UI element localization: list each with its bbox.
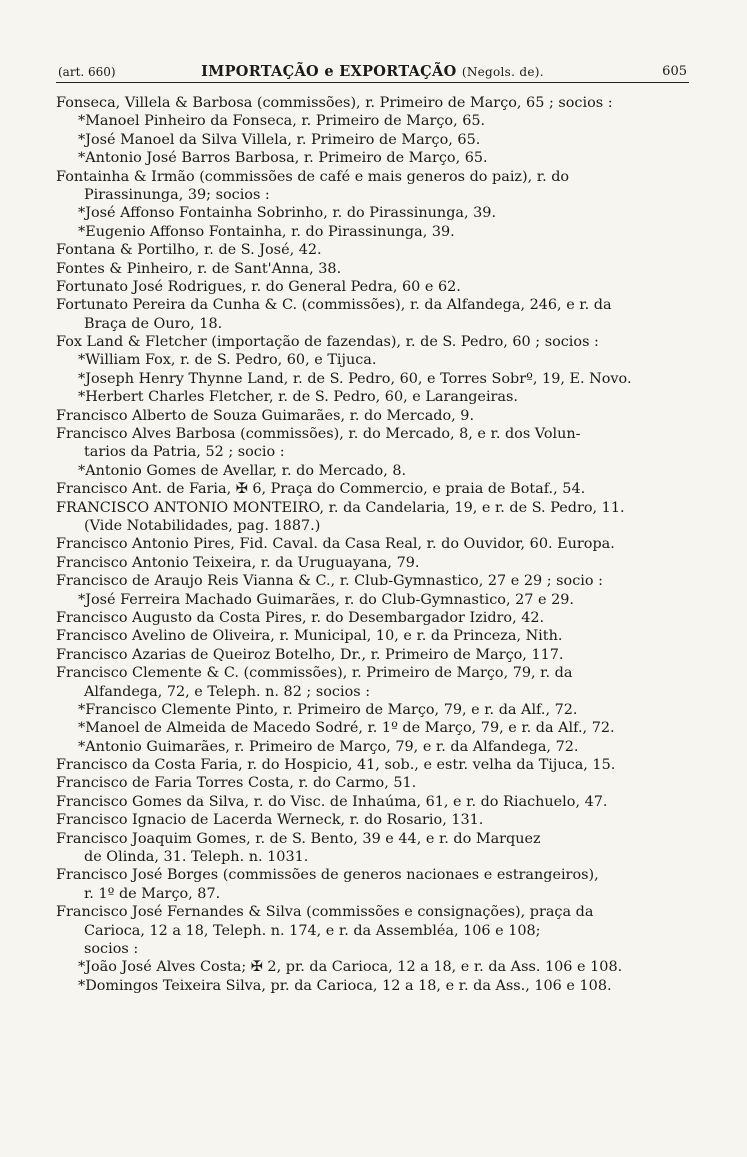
directory-line: Francisco Augusto da Costa Pires, r. do Desembargador Izidro, 42. bbox=[56, 609, 545, 626]
directory-line: *William Fox, r. de S. Pedro, 60, e Tijuca. bbox=[78, 352, 377, 369]
directory-line: Francisco José Fernandes & Silva (commissões e consignações), praça da bbox=[56, 904, 594, 921]
directory-line: r. 1º de Março, 87. bbox=[84, 885, 221, 902]
directory-line: Pirassinunga, 39; socios : bbox=[84, 186, 270, 203]
page-number: 605 bbox=[662, 64, 687, 79]
directory-line: Braça de Ouro, 18. bbox=[84, 315, 223, 332]
directory-line: Francisco Joaquim Gomes, r. de S. Bento, 39 e 44, e r. do Marquez bbox=[56, 830, 541, 847]
directory-line: (Vide Notabilidades, pag. 1887.) bbox=[84, 517, 321, 534]
directory-line: *Francisco Clemente Pinto, r. Primeiro de Março, 79, e r. da Alf., 72. bbox=[78, 701, 578, 718]
directory-line: *José Ferreira Machado Guimarães, r. do Club-Gymnastico, 27 e 29. bbox=[78, 591, 574, 608]
directory-line: Fontana & Portilho, r. de S. José, 42. bbox=[56, 242, 322, 259]
directory-entries bbox=[56, 94, 696, 995]
directory-line: *Manoel Pinheiro da Fonseca, r. Primeiro de Março, 65. bbox=[78, 113, 486, 130]
directory-line: Francisco de Araujo Reis Vianna & C., r. Club-Gymnastico, 27 e 29 ; socio : bbox=[56, 573, 603, 590]
section-subtitle: (Negols. de). bbox=[461, 65, 544, 79]
directory-line: *Domingos Teixeira Silva, pr. da Carioca, 12 a 18, e r. da Ass., 106 e 108. bbox=[78, 977, 612, 994]
directory-line: *Joseph Henry Thynne Land, r. de S. Pedro, 60, e Torres Sobrº, 19, E. Novo. bbox=[78, 370, 632, 387]
directory-line: *Manoel de Almeida de Macedo Sodré, r. 1º de Março, 79, e r. da Alf., 72. bbox=[78, 720, 615, 737]
directory-line: Francisco de Faria Torres Costa, r. do Carmo, 51. bbox=[56, 775, 417, 792]
directory-line: Francisco José Borges (commissões de generos nacionaes e estrangeiros), bbox=[56, 867, 599, 884]
directory-line: Francisco Alberto de Souza Guimarães, r. do Mercado, 9. bbox=[56, 407, 475, 424]
directory-line: Francisco Ant. de Faria, ✠ 6, Praça do Commercio, e praia de Botaf., 54. bbox=[56, 481, 586, 498]
directory-line: *Antonio Gomes de Avellar, r. do Mercado, 8. bbox=[78, 462, 407, 479]
directory-line: *Antonio Guimarães, r. Primeiro de Março, 79, e r. da Alfandega, 72. bbox=[78, 738, 579, 755]
page-title bbox=[56, 63, 689, 80]
directory-line: Fonseca, Villela & Barbosa (commissões), r. Primeiro de Março, 65 ; socios : bbox=[56, 95, 613, 111]
directory-line: Francisco Avelino de Oliveira, r. Municipal, 10, e r. da Princeza, Nith. bbox=[56, 628, 563, 645]
directory-line: Fortunato Pereira da Cunha & C. (commissões), r. da Alfandega, 246, e r. da bbox=[56, 297, 612, 314]
directory-line: tarios da Patria, 52 ; socio : bbox=[84, 444, 285, 461]
directory-line: *José Affonso Fontainha Sobrinho, r. do Pirassinunga, 39. bbox=[78, 205, 497, 222]
directory-line: Carioca, 12 a 18, Teleph. n. 174, e r. da Assembléa, 106 e 108; bbox=[84, 922, 541, 939]
page-header bbox=[56, 58, 689, 83]
directory-line: Francisco Gomes da Silva, r. do Visc. de Inhaúma, 61, e r. do Riachuelo, 47. bbox=[56, 793, 608, 810]
directory-line: *Antonio José Barros Barbosa, r. Primeiro de Março, 65. bbox=[78, 150, 488, 167]
directory-line: Francisco Azarias de Queiroz Botelho, Dr., r. Primeiro de Março, 117. bbox=[56, 646, 564, 663]
directory-line: de Olinda, 31. Teleph. n. 1031. bbox=[84, 849, 309, 866]
directory-line: Francisco Ignacio de Lacerda Werneck, r. do Rosario, 131. bbox=[56, 812, 484, 829]
directory-line: FRANCISCO ANTONIO MONTEIRO, r. da Candelaria, 19, e r. de S. Pedro, 11. bbox=[56, 499, 625, 516]
directory-line: Francisco Clemente & C. (commissões), r. Primeiro de Março, 79, r. da bbox=[56, 665, 573, 682]
directory-line: Francisco Antonio Teixeira, r. da Uruguayana, 79. bbox=[56, 554, 420, 571]
directory-line: Francisco Alves Barbosa (commissões), r. do Mercado, 8, e r. dos Volun- bbox=[56, 426, 581, 443]
directory-line: *Eugenio Affonso Fontainha, r. do Pirassinunga, 39. bbox=[78, 223, 455, 240]
directory-line: Fox Land & Fletcher (importação de fazendas), r. de S. Pedro, 60 ; socios : bbox=[56, 334, 599, 351]
article-number: (art. 660) bbox=[58, 65, 116, 79]
section-title: IMPORTAÇÃO e EXPORTAÇÃO bbox=[201, 63, 457, 80]
directory-line: socios : bbox=[84, 940, 139, 957]
directory-line: Fortunato José Rodrigues, r. do General Pedra, 60 e 62. bbox=[56, 278, 461, 295]
directory-line: Fontes & Pinheiro, r. de Sant'Anna, 38. bbox=[56, 260, 342, 277]
directory-line: *José Manoel da Silva Villela, r. Primeiro de Março, 65. bbox=[78, 131, 481, 148]
directory-line: *João José Alves Costa; ✠ 2, pr. da Carioca, 12 a 18, e r. da Ass. 106 e 108. bbox=[78, 959, 623, 976]
directory-line: Alfandega, 72, e Teleph. n. 82 ; socios : bbox=[84, 683, 371, 700]
directory-line: Francisco Antonio Pires, Fid. Caval. da Casa Real, r. do Ouvidor, 60. Europa. bbox=[56, 536, 615, 553]
directory-line: Francisco da Costa Faria, r. do Hospicio, 41, sob., e estr. velha da Tijuca, 15. bbox=[56, 757, 616, 774]
directory-line: *Herbert Charles Fletcher, r. de S. Pedro, 60, e Larangeiras. bbox=[78, 389, 518, 406]
directory-line: Fontainha & Irmão (commissões de café e mais generos do paiz), r. do bbox=[56, 168, 570, 185]
